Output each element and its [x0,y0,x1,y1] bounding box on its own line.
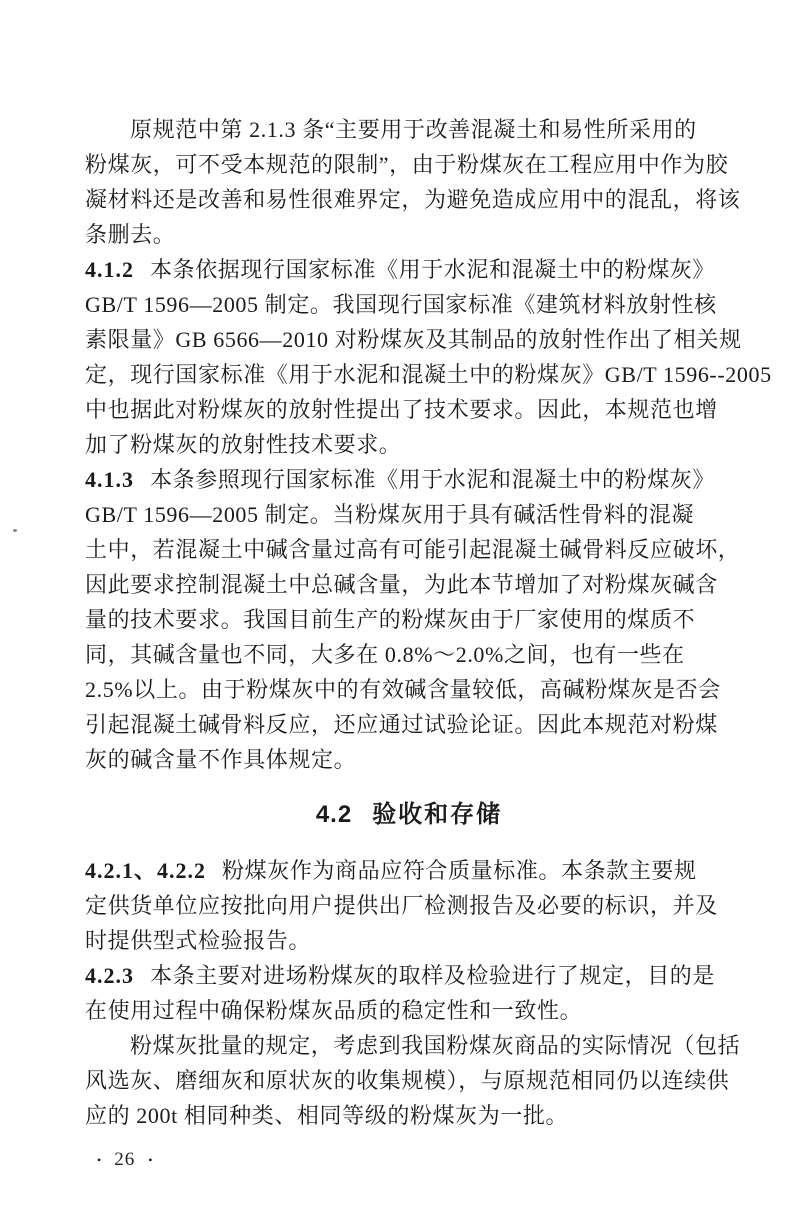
text-line: 定，现行国家标准《用于水泥和混凝土中的粉煤灰》GB/T 1596--2005 [85,362,772,387]
text-line [85,252,733,287]
line-text: 粉煤灰作为商品应符合质量标准。本条款主要规 [222,858,697,883]
text-line: 灰的碱含量不作具体规定。 [85,747,357,772]
clause-number: 4.2.3 [85,963,134,988]
text-line: 中也据此对粉煤灰的放射性提出了技术要求。因此，本规范也增 [85,397,718,422]
text-line: 同，其碱含量也不同，大多在 0.8%～2.0%之间，也有一些在 [85,642,685,667]
clause-number: 4.1.3 [85,467,134,492]
text-line: 素限量》GB 6566—2010 对粉煤灰及其制品的放射性作出了相关规 [85,327,742,352]
text-line: 粉煤灰，可不受本规范的限制”，由于粉煤灰在工程应用中作为胶 [85,152,729,177]
text-line: 2.5%以上。由于粉煤灰中的有效碱含量较低，高碱粉煤灰是否会 [85,677,721,702]
page-number [85,1149,733,1171]
text-line [85,853,733,888]
footer-dot: • [97,1152,102,1167]
text-line: 引起混凝土碱骨料反应，还应通过试验论证。因此本规范对粉煤 [85,712,718,737]
clause-number: 4.1.2 [85,257,134,282]
text-line [85,958,733,993]
section-heading-title: 验收和存储 [372,801,503,828]
section-heading-number: 4.2 [315,801,353,828]
line-text: 本条参照现行国家标准《用于水泥和混凝土中的粉煤灰》 [150,467,716,492]
text-line: 加了粉煤灰的放射性技术要求。 [85,432,402,457]
scan-artifact-dot [13,529,17,532]
text-line: 原规范中第 2.1.3 条“主要用于改善混凝土和易性所采用的 [130,117,697,142]
text-line: GB/T 1596—2005 制定。我国现行国家标准《建筑材料放射性核 [85,292,717,317]
text-line: 量的技术要求。我国目前生产的粉煤灰由于厂家使用的煤质不 [85,607,696,632]
text-line: 时提供型式检验报告。 [85,928,312,953]
text-column [85,112,772,1171]
line-text: 本条依据现行国家标准《用于水泥和混凝土中的粉煤灰》 [150,257,716,282]
text-line: 应的 200t 相同种类、相同等级的粉煤灰为一批。 [85,1103,569,1128]
text-line: 定供货单位应按批向用户提供出厂检测报告及必要的标识，并及 [85,893,718,918]
text-line: GB/T 1596—2005 制定。当粉煤灰用于具有碱活性骨料的混凝 [85,502,695,527]
text-line: 凝材料还是改善和易性很难界定，为避免造成应用中的混乱，将该 [85,187,741,212]
line-text: 本条主要对进场粉煤灰的取样及检验进行了规定，目的是 [150,963,716,988]
text-line: 风选灰、磨细灰和原状灰的收集规模），与原规范相同仍以连续供 [85,1068,730,1093]
section-heading [85,797,733,833]
text-line: 粉煤灰批量的规定，考虑到我国粉煤灰商品的实际情况（包括 [130,1033,741,1058]
text-line [85,462,733,497]
text-line: 土中，若混凝土中碱含量过高有可能引起混凝土碱骨料反应破坏， [85,537,741,562]
text-line: 在使用过程中确保粉煤灰品质的稳定性和一致性。 [85,998,583,1023]
page-number-value: 26 [114,1149,136,1170]
footer-dot: • [148,1152,153,1167]
clause-number: 4.2.1、4.2.2 [85,858,207,883]
text-line: 条删去。 [85,222,176,247]
text-line: 因此要求控制混凝土中总碱含量，为此本节增加了对粉煤灰碱含 [85,572,718,597]
